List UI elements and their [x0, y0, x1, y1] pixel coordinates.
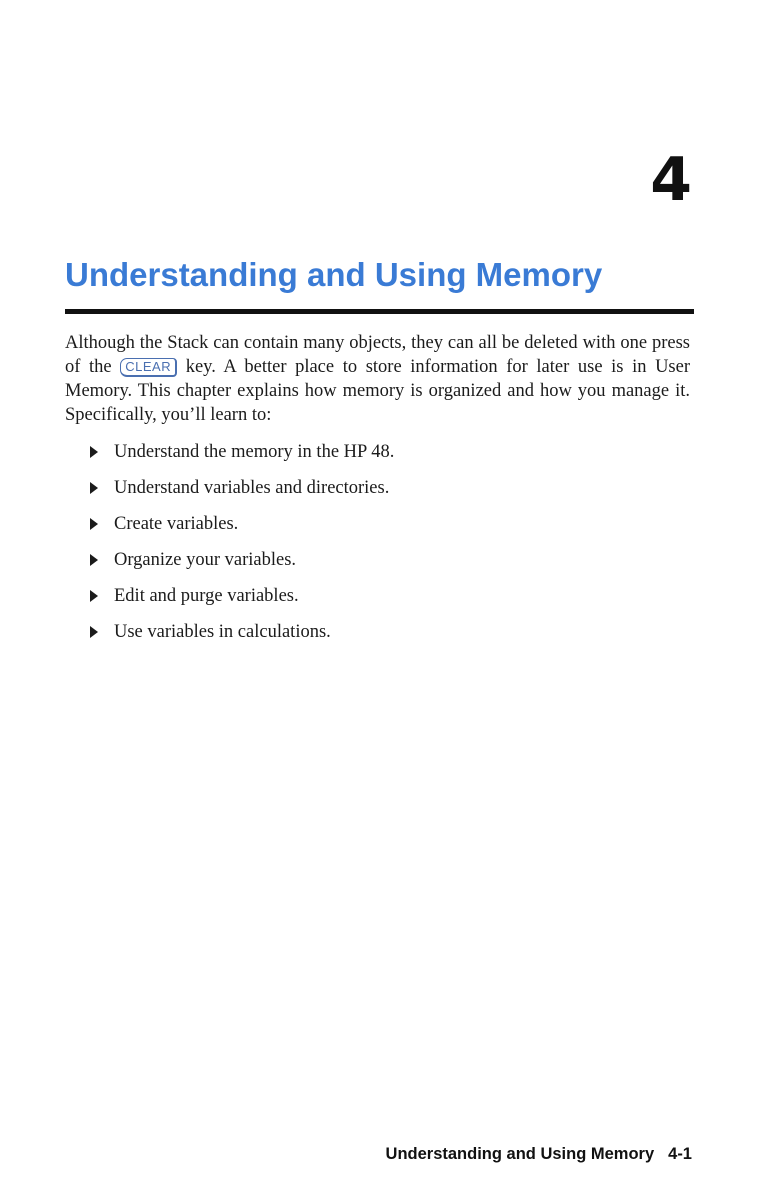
chapter-number: 4: [650, 145, 692, 215]
list-item-text: Organize your variables.: [114, 550, 297, 570]
list-item: [90, 439, 394, 475]
bullet-arrow-icon: [90, 518, 98, 530]
bullet-arrow-icon: [90, 482, 98, 494]
clear-key-label: CLEAR: [120, 358, 177, 377]
intro-paragraph: [65, 331, 690, 427]
bullet-arrow-icon: [90, 554, 98, 566]
list-item: [90, 619, 394, 655]
intro-text-part2: key. A better place to store information for later use is in User Memory. This chapter explains how memory is organized and how you manage it. Specifically, you’ll learn to:: [65, 357, 691, 425]
list-item-text: Use variables in calculations.: [114, 622, 331, 642]
objectives-list: [90, 439, 394, 655]
list-item: [90, 475, 394, 511]
list-item-text: Create variables.: [114, 514, 239, 534]
list-item-text: Edit and purge variables.: [114, 586, 299, 606]
title-rule: [65, 309, 694, 314]
bullet-arrow-icon: [90, 590, 98, 602]
list-item-text: Understand variables and directories.: [114, 478, 390, 498]
list-item: [90, 583, 394, 619]
footer-section-title: Understanding and Using Memory: [385, 1145, 655, 1163]
bullet-arrow-icon: [90, 626, 98, 638]
list-item: [90, 547, 394, 583]
page-number: 4-1: [668, 1145, 692, 1163]
chapter-title: Understanding and Using Memory: [65, 256, 603, 293]
bullet-arrow-icon: [90, 446, 98, 458]
page-footer: [386, 1143, 692, 1165]
intro-text-part1: Although the Stack can contain many objects, they can all be deleted with one press of the: [65, 333, 690, 377]
list-item: [90, 511, 394, 547]
list-item-text: Understand the memory in the HP 48.: [114, 442, 395, 462]
